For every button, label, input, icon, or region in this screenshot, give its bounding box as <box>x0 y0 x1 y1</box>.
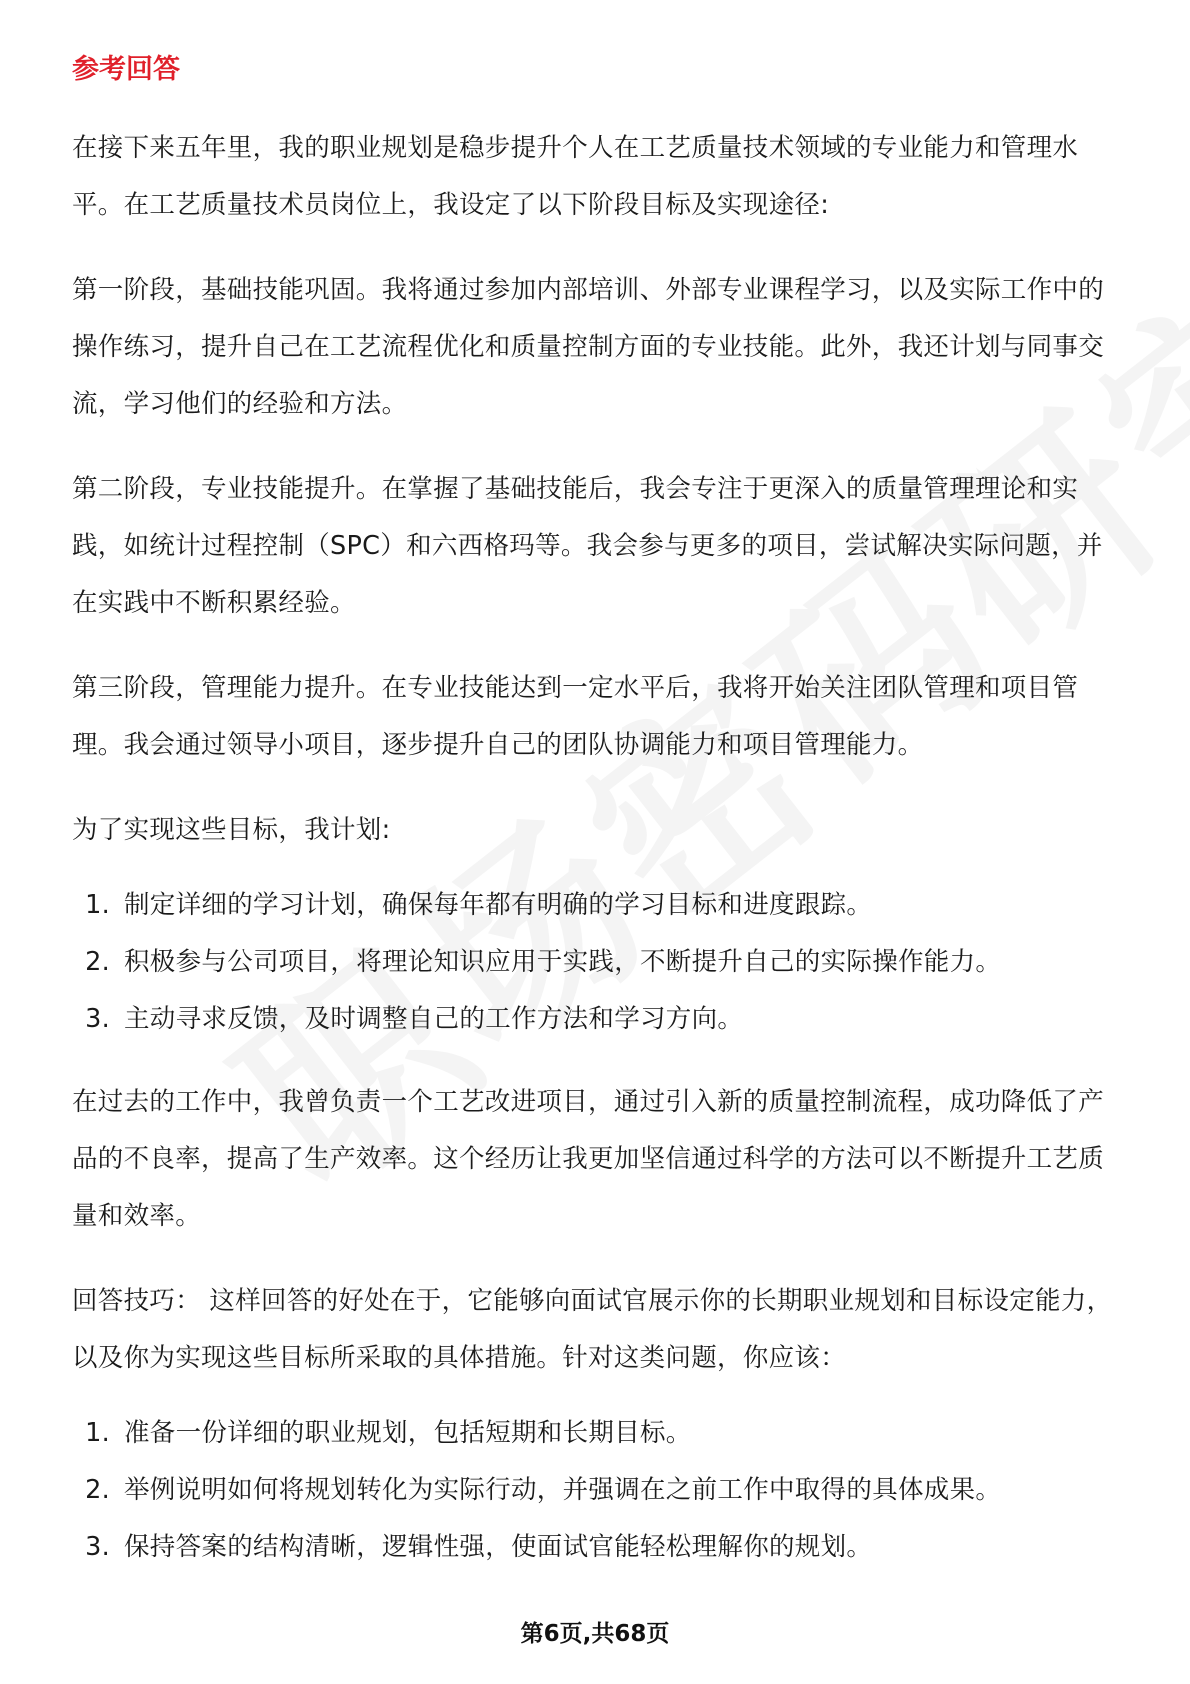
plan-list <box>72 877 1122 1048</box>
list-number: 1. <box>85 890 110 920</box>
list-text: 积极参与公司项目，将理论知识应用于实践，不断提升自己的实际操作能力。 <box>124 947 1002 977</box>
section-heading: 参考回答 <box>72 54 180 85</box>
list-text: 保持答案的结构清晰，逻辑性强，使面试官能轻松理解你的规划。 <box>124 1532 873 1562</box>
paragraph-stage-three: 第三阶段，管理能力提升。在专业技能达到一定水平后，我将开始关注团队管理和项目管理。我会通过领导小项目，逐步提升自己的团队协调能力和项目管理能力。 <box>72 673 1079 760</box>
list-item <box>72 934 1122 991</box>
tips-list <box>72 1405 1122 1576</box>
list-number: 3. <box>85 1004 110 1034</box>
paragraph-stage-one: 第一阶段，基础技能巩固。我将通过参加内部培训、外部专业课程学习，以及实际工作中的操作练习，提升自己在工艺流程优化和质量控制方面的专业技能。此外，我还计划与同事交流，学习他们的经验和方法。 <box>72 275 1105 419</box>
list-item <box>72 1462 1122 1519</box>
list-number: 2. <box>85 947 110 977</box>
list-text: 主动寻求反馈，及时调整自己的工作方法和学习方向。 <box>124 1004 744 1034</box>
content <box>72 50 1122 1602</box>
list-text: 准备一份详细的职业规划，包括短期和长期目标。 <box>124 1418 692 1448</box>
page-number: 第6页,共68页 <box>520 1621 670 1647</box>
list-item <box>72 991 1122 1048</box>
list-number: 1. <box>85 1418 110 1448</box>
paragraph-plan-intro: 为了实现这些目标，我计划: <box>72 815 391 845</box>
paragraph-stage-two: 第二阶段，专业技能提升。在掌握了基础技能后，我会专注于更深入的质量管理理论和实践，如统计过程控制（SPC）和六西格玛等。我会参与更多的项目，尝试解决实际问题，并在实践中不断积累经验。 <box>72 474 1103 618</box>
paragraph-intro: 在接下来五年里，我的职业规划是稳步提升个人在工艺质量技术领域的专业能力和管理水平。在工艺质量技术员岗位上，我设定了以下阶段目标及实现途径: <box>72 133 1079 220</box>
list-number: 2. <box>85 1475 110 1505</box>
list-number: 3. <box>85 1532 110 1562</box>
paragraph-tips: 回答技巧： 这样回答的好处在于，它能够向面试官展示你的长期职业规划和目标设定能力，以及你为实现这些目标所采取的具体措施。针对这类问题，你应该： <box>72 1286 1113 1373</box>
list-item <box>72 877 1122 934</box>
paragraph-experience: 在过去的工作中，我曾负责一个工艺改进项目，通过引入新的质量控制流程，成功降低了产品的不良率，提高了生产效率。这个经历让我更加坚信通过科学的方法可以不断提升工艺质量和效率。 <box>72 1087 1105 1231</box>
list-text: 举例说明如何将规划转化为实际行动，并强调在之前工作中取得的具体成果。 <box>124 1475 1002 1505</box>
list-item <box>72 1405 1122 1462</box>
list-text: 制定详细的学习计划，确保每年都有明确的学习目标和进度跟踪。 <box>124 890 873 920</box>
list-item <box>72 1519 1122 1576</box>
